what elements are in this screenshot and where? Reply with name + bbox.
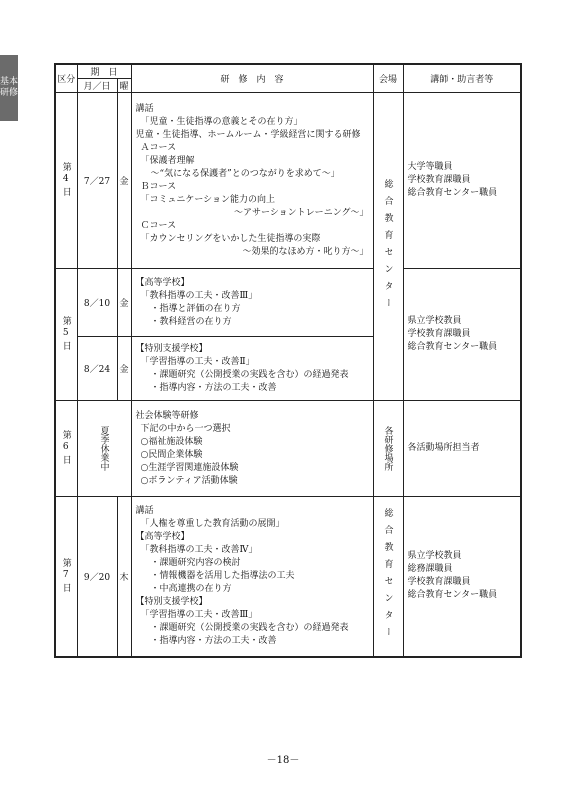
content-line: ・課題研究内容の検討: [150, 557, 241, 568]
instructor-line: 総務課職員: [407, 564, 453, 575]
session-instructors: [403, 497, 521, 657]
content-line: 「学習指導の工夫・改善Ⅱ」: [140, 356, 255, 367]
content-line: 【高等学校】: [135, 531, 190, 542]
content-line: 「教科指導の工夫・改善Ⅲ」: [140, 290, 258, 301]
content-line: 「児童・生徒指導の意義とその在り方」: [140, 116, 303, 127]
session-day: 金: [117, 337, 131, 401]
content-line: ・課題研究（公開授業の実践を含む）の経過発表: [150, 622, 349, 633]
instructor-line: 県立学校教員: [407, 316, 462, 326]
session-date: 9／20: [77, 497, 117, 657]
content-line: 「保護者理解: [140, 155, 195, 166]
content-line: ○ボランティア活動体験: [140, 475, 238, 486]
content-line: 【特別支援学校】: [135, 596, 208, 607]
session-date: 8／10: [77, 269, 117, 337]
content-line: 下記の中から一つ選択: [140, 423, 231, 434]
session-kubun: 第7日: [55, 497, 77, 657]
session-row-day4: [55, 93, 521, 269]
session-content: [131, 93, 373, 269]
content-line: Ａコース: [140, 142, 177, 153]
content-line: 〜“気になる保護者”とのつながりを求めて〜」: [150, 168, 340, 179]
section-tab-line-1: 基本: [0, 77, 19, 87]
session-date: 夏季休業中: [77, 401, 131, 497]
session-instructors: [403, 93, 521, 269]
content-line: 「カウンセリングをいかした生徒指導の実際: [140, 233, 321, 244]
session-content: [131, 497, 373, 657]
content-line: 児童・生徒指導、ホームルーム・学級経営に関する研修: [135, 129, 361, 140]
session-day: 木: [117, 497, 131, 657]
session-kubun: 第4日: [55, 93, 77, 269]
session-venue: 総合教育センター: [373, 497, 403, 657]
header-row-1: [55, 64, 521, 79]
content-line: 講話: [135, 103, 154, 114]
content-line: 「コミュニケーション能力の向上: [140, 194, 275, 205]
header-kijitsu: 期 日: [77, 64, 131, 79]
content-line: 「学習指導の工夫・改善Ⅲ」: [140, 609, 258, 620]
content-line: 〜アサーショントレーニング〜」: [234, 207, 369, 218]
session-content: [131, 401, 373, 497]
instructor-line: 学校教育課職員: [407, 329, 471, 339]
content-line: ・指導内容・方法の工夫・改善: [150, 635, 277, 646]
training-schedule-table: [54, 63, 522, 658]
session-content: [131, 269, 373, 337]
content-line: 社会体験等研修: [135, 410, 199, 421]
section-tab: [0, 55, 18, 121]
session-date: 8／24: [77, 337, 117, 401]
session-instructors: [403, 401, 521, 497]
session-venue: 各研修場所: [373, 401, 403, 497]
session-row-day5-a: [55, 269, 521, 337]
content-line: ・指導内容・方法の工夫・改善: [150, 382, 277, 393]
instructor-line: 県立学校教員: [407, 551, 462, 562]
header-instructors: 講師・助言者等: [403, 64, 521, 93]
content-line: 講話: [135, 505, 154, 516]
session-content: [131, 337, 373, 401]
content-line: ○福祉施設体験: [140, 436, 203, 447]
session-instructors: [403, 269, 521, 401]
header-date: 月／日: [77, 79, 117, 93]
session-date: 7／27: [77, 93, 117, 269]
page-number: －18－: [266, 755, 300, 766]
header-kubun: 区分: [55, 64, 77, 93]
session-venue: 総合教育センター: [373, 93, 403, 401]
content-line: ・情報機器を活用した指導法の工夫: [150, 570, 295, 581]
content-line: ・課題研究（公開授業の実践を含む）の経過発表: [150, 369, 349, 380]
content-line: ・指導と評価の在り方: [150, 303, 241, 314]
instructor-line: 学校教育課職員: [407, 577, 471, 588]
session-row-day7: [55, 497, 521, 657]
content-line: ・教科経営の在り方: [150, 316, 232, 327]
content-line: 「人権を尊重した教育活動の展開」: [140, 518, 285, 529]
instructor-line: 学校教育課職員: [407, 175, 471, 185]
header-venue: 会場: [373, 64, 403, 93]
instructor-line: 各活動場所担当者: [407, 443, 480, 453]
session-kubun: 第6日: [55, 401, 77, 497]
content-line: ○生涯学習関連施設体験: [140, 462, 239, 473]
content-line: ・中高連携の在り方: [150, 583, 232, 594]
instructor-line: 総合教育センター職員: [407, 342, 498, 352]
content-line: 〜効果的なほめ方・叱り方〜」: [242, 246, 369, 257]
content-line: ○民間企業体験: [140, 449, 203, 460]
header-day: 曜: [117, 79, 131, 93]
instructor-line: 総合教育センター職員: [407, 590, 498, 601]
session-row-day6: [55, 401, 521, 497]
instructor-line: 大学等職員: [407, 162, 453, 172]
content-line: Ｃコース: [140, 220, 177, 231]
content-line: 「教科指導の工夫・改善Ⅳ」: [140, 544, 258, 555]
session-day: 金: [117, 93, 131, 269]
content-line: 【高等学校】: [135, 277, 190, 288]
session-kubun: 第5日: [55, 269, 77, 401]
content-line: Ｂコース: [140, 181, 177, 192]
session-day: 金: [117, 269, 131, 337]
content-line: 【特別支援学校】: [135, 343, 208, 354]
header-content: 研 修 内 容: [131, 64, 373, 93]
instructor-line: 総合教育センター職員: [407, 188, 498, 198]
section-tab-line-2: 研修: [0, 88, 19, 98]
